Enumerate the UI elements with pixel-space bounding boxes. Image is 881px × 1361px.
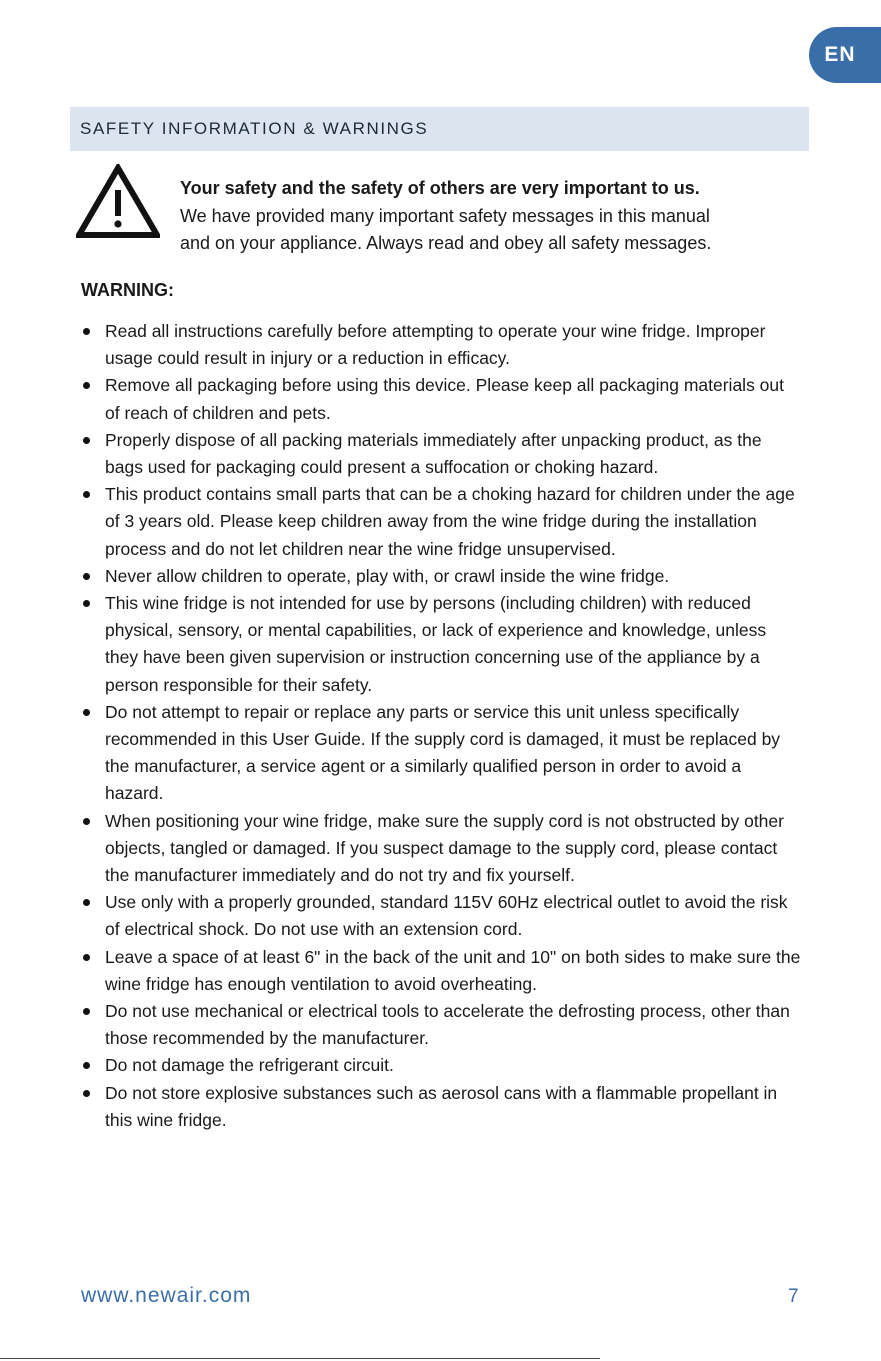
bullet-icon — [83, 382, 90, 389]
bottom-divider — [0, 1358, 600, 1359]
bullet-icon — [83, 1008, 90, 1015]
section-title: SAFETY INFORMATION & WARNINGS — [70, 107, 809, 151]
bullet-icon — [83, 600, 90, 607]
intro-line: We have provided many important safety messages in this manual — [180, 205, 710, 226]
warning-item: Never allow children to operate, play with, or crawl inside the wine fridge. — [81, 563, 803, 590]
bullet-icon — [83, 899, 90, 906]
page-number: 7 — [788, 1286, 799, 1307]
warning-heading: WARNING: — [81, 280, 174, 300]
warning-item: Properly dispose of all packing materials immediately after unpacking product, as the bags used for packaging could present a suffocation or choking hazard. — [81, 427, 803, 481]
bullet-icon — [83, 1062, 90, 1069]
website-link[interactable]: www.newair.com — [81, 1284, 252, 1307]
warning-list — [81, 318, 803, 1134]
warning-item: Remove all packaging before using this device. Please keep all packaging materials out of reach of children and pets. — [81, 372, 803, 426]
warning-item: Do not store explosive substances such as aerosol cans with a flammable propellant in this wine fridge. — [81, 1080, 803, 1134]
warning-item: This product contains small parts that can be a choking hazard for children under the age of 3 years old. Please keep children away from the wine fridge during the installation process and do not let children near the wine fridge unsupervised. — [81, 481, 803, 563]
bullet-icon — [83, 1090, 90, 1097]
bullet-icon — [83, 491, 90, 498]
bullet-icon — [83, 709, 90, 716]
warning-item: Use only with a properly grounded, standard 115V 60Hz electrical outlet to avoid the risk of electrical shock. Do not use with an extension cord. — [81, 889, 803, 943]
warning-item: When positioning your wine fridge, make sure the supply cord is not obstructed by other objects, tangled or damaged. If you suspect damage to the supply cord, please contact the manufacturer immediately and do not try and fix yourself. — [81, 808, 803, 890]
safety-intro — [180, 175, 800, 258]
language-badge: EN — [809, 27, 881, 83]
warning-item: Do not use mechanical or electrical tools to accelerate the defrosting process, other than those recommended by the manufacturer. — [81, 998, 803, 1052]
warning-triangle-icon — [76, 164, 160, 240]
warning-item: Do not damage the refrigerant circuit. — [81, 1052, 803, 1079]
bullet-icon — [83, 573, 90, 580]
bullet-icon — [83, 954, 90, 961]
warning-item: Leave a space of at least 6" in the back of the unit and 10" on both sides to make sure the wine fridge has enough ventilation to avoid overheating. — [81, 944, 803, 998]
intro-line: and on your appliance. Always read and obey all safety messages. — [180, 233, 712, 253]
warning-item: Do not attempt to repair or replace any parts or service this unit unless specifically recommended in this User Guide. If the supply cord is damaged, it must be replaced by the manufacturer, a service agent or a similarly qualified person in order to avoid a hazard. — [81, 699, 803, 808]
bullet-icon — [83, 328, 90, 335]
intro-emphasis: Your safety and the safety of others are very important to us. — [180, 178, 700, 198]
warning-item: This wine fridge is not intended for use by persons (including children) with reduced physical, sensory, or mental capabilities, or lack of experience and knowledge, unless they have been given supervision or instruction concerning use of the appliance by a person responsible for their safety. — [81, 590, 803, 699]
warning-item: Read all instructions carefully before attempting to operate your wine fridge. Improper usage could result in injury or a reduction in efficacy. — [81, 318, 803, 372]
bullet-icon — [83, 818, 90, 825]
bullet-icon — [83, 437, 90, 444]
